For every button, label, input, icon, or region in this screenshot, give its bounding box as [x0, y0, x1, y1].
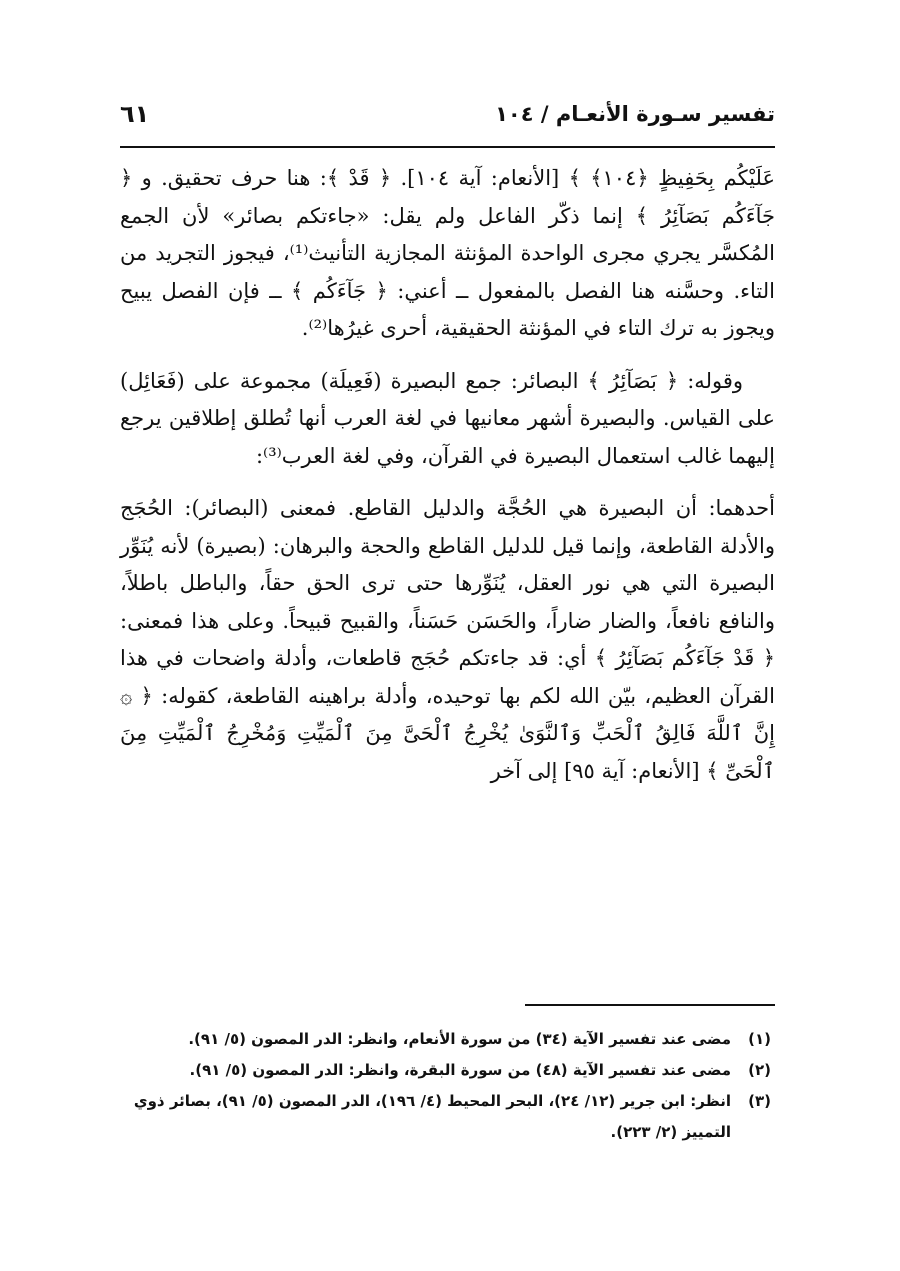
page-number: ٦١ — [120, 100, 150, 128]
footnotes — [120, 1024, 775, 1148]
footnote-text: انظر: ابن جرير (١٢/ ٢٤)، البحر المحيط (٤/ ١٩٦)، الدر المصون (٥/ ٩١)، بصائر ذوي التمييز (٢/ ٢٢٣). — [133, 1092, 731, 1141]
footnote-number: (٢) — [748, 1061, 771, 1079]
footnote-text: مضى عند تفسير الآية (٣٤) من سورة الأنعام، وانظر: الدر المصون (٥/ ٩١). — [188, 1030, 731, 1048]
footnote-1 — [120, 1024, 775, 1055]
footnote-3 — [120, 1086, 775, 1148]
footnote-number: (٣) — [748, 1092, 771, 1110]
footnote-divider — [525, 1004, 775, 1006]
header-divider — [120, 146, 775, 148]
book-page — [120, 96, 775, 1196]
paragraph-2: وقوله: ﴿ بَصَآئِرُ ﴾ البصائر: جمع البصيرة (فَعِيلَة) مجموعة على (فَعَائِل) على القياس. والبصيرة أشهر معانيها في لغة العرب أنها تُطلق إطلاقين يرجع إليهما غالب استعمال البصيرة في القرآن، وفي لغة العرب⁽³⁾: — [120, 368, 775, 468]
paragraph-3: أحدهما: أن البصيرة هي الحُجَّة والدليل القاطع. فمعنى (البصائر): الحُجَج والأدلة القاطعة، وإنما قيل للدليل القاطع والحجة والبرهان: (بصيرة) لأنه يُنَوِّر البصيرة التي هي نور العقل، يُنَوِّرها حتى ترى الحق حقاً، والباطل باطلاً، والنافع نافعاً، والضار ضاراً، والحَسَن حَسَناً، والقبيح قبيحاً. وعلى هذا فمعنى: ﴿ قَدْ جَآءَكُم بَصَآئِرُ ﴾ أي: قد جاءتكم حُجَج قاطعات، وأدلة واضحات في هذا القرآن العظيم، بيّن الله لكم بها توحيده، وأدلة براهينه القاطعة، كقوله: ﴿ ۞ إِنَّ ٱللَّهَ فَالِقُ ٱلْحَبِّ وَٱلنَّوَىٰ يُخْرِجُ ٱلْحَىَّ مِنَ ٱلْمَيِّتِ وَمُخْرِجُ ٱلْمَيِّتِ مِنَ ٱلْحَىِّ ﴾ [الأنعام: آية ٩٥] إلى آخر — [120, 496, 776, 783]
running-title: تفسير سـورة الأنعـام / ١٠٤ — [495, 102, 775, 126]
footnote-text: مضى عند تفسير الآية (٤٨) من سورة البقرة، وانظر: الدر المصون (٥/ ٩١). — [189, 1061, 731, 1079]
paragraph-1: عَلَيْكُم بِحَفِيظٍ ﴿١٠٤﴾ ﴾ [الأنعام: آية ١٠٤]. ﴿ قَدْ ﴾: هنا حرف تحقيق. و ﴿ جَآءَكُم بَصَآئِرُ ﴾ إنما ذكّر الفاعل ولم يقل: «جاءتكم بصائر» لأن الجمع المُكسَّر يجري مجرى الواحدة المؤنثة المجازية التأنيث⁽¹⁾، فيجوز التجريد من التاء. وحسَّنه هنا الفصل بالمفعول ــ أعني: ﴿ جَآءَكُم ﴾ ــ فإن الفصل يبيح ويجوز به ترك التاء في المؤنثة الحقيقية، أحرى غيرُها⁽²⁾. — [120, 166, 775, 340]
footnote-number: (١) — [748, 1030, 771, 1048]
main-text — [120, 160, 775, 790]
footnote-2 — [120, 1055, 775, 1086]
page-header — [120, 96, 775, 140]
